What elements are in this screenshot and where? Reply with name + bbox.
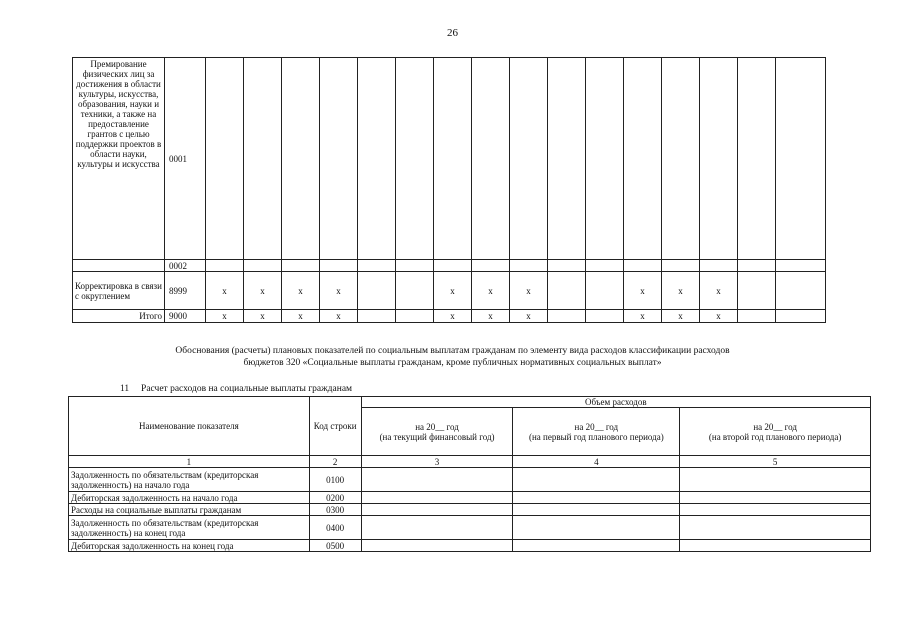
header-year3-title: на 20__ год (753, 421, 797, 432)
cell: x (700, 310, 738, 323)
cell (548, 272, 586, 310)
cell (320, 260, 358, 272)
amount-cell (680, 504, 871, 516)
table-row (69, 516, 871, 540)
amount-cell (361, 516, 513, 540)
cell (282, 260, 320, 272)
heading-line2: бюджетов 320 «Социальные выплаты гражданам, кроме публичных нормативных социальных выплат» (243, 358, 662, 368)
cell (510, 58, 548, 260)
row-code: 0001 (165, 58, 206, 260)
cell (358, 260, 396, 272)
amount-cell (680, 540, 871, 552)
top-table (72, 57, 826, 323)
amount-cell (361, 492, 513, 504)
cell (206, 260, 244, 272)
cell (586, 310, 624, 323)
cell (396, 272, 434, 310)
page-number: 26 (447, 27, 458, 39)
table-row (73, 260, 826, 272)
row-name: Корректировка в связи с округлением (73, 272, 165, 310)
cell (624, 58, 662, 260)
row-code: 9000 (165, 310, 206, 323)
cell (396, 260, 434, 272)
table-row (73, 272, 826, 310)
top-table-body (73, 58, 826, 323)
cell (776, 310, 826, 323)
cell (662, 58, 700, 260)
header-volume: Объем расходов (361, 397, 870, 408)
cell (624, 260, 662, 272)
cell: x (624, 310, 662, 323)
cell (548, 58, 586, 260)
header-year1-title: на 20__ год (415, 421, 459, 432)
row-code: 0400 (309, 516, 361, 540)
cell: x (700, 272, 738, 310)
table-row (69, 468, 871, 492)
row-code: 0100 (309, 468, 361, 492)
cell (776, 58, 826, 260)
amount-cell (361, 468, 513, 492)
row-code: 8999 (165, 272, 206, 310)
section-number: 11 (120, 384, 130, 394)
row-code: 0002 (165, 260, 206, 272)
cell: x (244, 272, 282, 310)
cell (548, 260, 586, 272)
cell (662, 260, 700, 272)
indicator-name: Дебиторская задолженность на начало года (69, 492, 310, 504)
cell: x (472, 310, 510, 323)
cell: x (206, 310, 244, 323)
cell (586, 272, 624, 310)
header-year1-sub: (на текущий финансовый год) (379, 431, 495, 442)
cell (738, 310, 776, 323)
cell (776, 272, 826, 310)
cell: x (282, 310, 320, 323)
amount-cell (680, 516, 871, 540)
table-row (69, 504, 871, 516)
cell (244, 260, 282, 272)
cell: x (434, 272, 472, 310)
amount-cell (513, 504, 680, 516)
amount-cell (680, 492, 871, 504)
cell (434, 58, 472, 260)
cell (358, 310, 396, 323)
amount-cell (680, 468, 871, 492)
table-row (73, 58, 826, 260)
cell: x (510, 310, 548, 323)
cell (320, 58, 358, 260)
cell: x (320, 272, 358, 310)
row-name (73, 260, 165, 272)
amount-cell (513, 468, 680, 492)
column-number-row (69, 456, 871, 468)
indicator-name: Расходы на социальные выплаты гражданам (69, 504, 310, 516)
cell (586, 260, 624, 272)
indicator-name: Задолженность по обязательствам (кредиторская задолженность) на начало года (69, 468, 310, 492)
calc-table-body (69, 468, 871, 552)
cell: x (282, 272, 320, 310)
cell (434, 260, 472, 272)
header-year2 (513, 408, 680, 456)
column-number: 3 (361, 456, 513, 468)
cell (244, 58, 282, 260)
table-row (69, 492, 871, 504)
cell: x (662, 310, 700, 323)
calc-table (68, 396, 871, 552)
amount-cell (513, 516, 680, 540)
cell: x (472, 272, 510, 310)
cell (738, 58, 776, 260)
section-title-text: Расчет расходов на социальные выплаты гражданам (141, 384, 353, 394)
row-code: 0500 (309, 540, 361, 552)
row-code: 0300 (309, 504, 361, 516)
cell (358, 272, 396, 310)
amount-cell (513, 492, 680, 504)
cell (738, 272, 776, 310)
cell (586, 58, 624, 260)
header-year3-sub: (на второй год планового периода) (708, 431, 842, 442)
column-number: 1 (69, 456, 310, 468)
heading-line1: Обоснования (расчеты) плановых показателей по социальным выплатам гражданам по элементу вида расходов классификации расходов (175, 346, 730, 356)
cell (472, 58, 510, 260)
cell (396, 58, 434, 260)
cell (548, 310, 586, 323)
cell (282, 58, 320, 260)
column-number: 5 (680, 456, 871, 468)
cell: x (206, 272, 244, 310)
indicator-name: Задолженность по обязательствам (кредиторская задолженность) на конец года (69, 516, 310, 540)
cell: x (434, 310, 472, 323)
column-number: 2 (309, 456, 361, 468)
table-row (69, 540, 871, 552)
row-name: Премирование физических лиц за достижения в области культуры, искусства, образования, науки и техники, а также на предоставление грантов с целью поддержки проектов в области науки, культуры и искусства (73, 58, 165, 260)
header-year1 (361, 408, 513, 456)
row-name: Итого (73, 310, 165, 323)
column-number: 4 (513, 456, 680, 468)
cell (472, 260, 510, 272)
cell (358, 58, 396, 260)
cell (700, 58, 738, 260)
cell: x (624, 272, 662, 310)
cell: x (510, 272, 548, 310)
header-code: Код строки (309, 397, 361, 456)
cell: x (320, 310, 358, 323)
cell (396, 310, 434, 323)
cell: x (244, 310, 282, 323)
cell: x (662, 272, 700, 310)
amount-cell (361, 540, 513, 552)
amount-cell (513, 540, 680, 552)
cell (776, 260, 826, 272)
header-year2-sub: (на первый год планового периода) (528, 431, 664, 442)
header-year3 (680, 408, 871, 456)
cell (700, 260, 738, 272)
amount-cell (361, 504, 513, 516)
cell (738, 260, 776, 272)
section-title (120, 384, 352, 394)
row-code: 0200 (309, 492, 361, 504)
header-name: Наименование показателя (69, 397, 310, 456)
indicator-name: Дебиторская задолженность на конец года (69, 540, 310, 552)
header-year2-title: на 20__ год (574, 421, 619, 432)
table-row (73, 310, 826, 323)
cell (510, 260, 548, 272)
cell (206, 58, 244, 260)
